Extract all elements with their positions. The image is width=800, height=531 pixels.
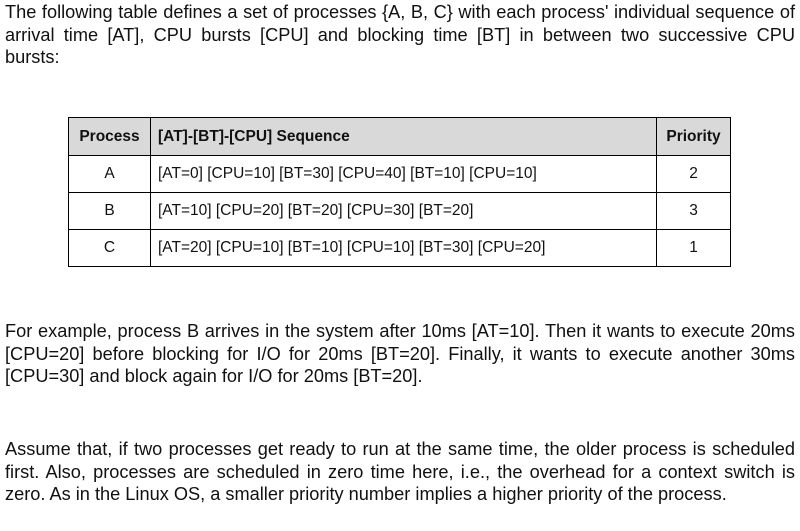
cell-priority: 2: [657, 156, 731, 193]
cell-sequence: [AT=0] [CPU=10] [BT=30] [CPU=40] [BT=10] [CPU=10]: [151, 156, 657, 193]
header-priority: Priority: [657, 118, 731, 156]
cell-priority: 3: [657, 193, 731, 230]
cell-sequence: [AT=20] [CPU=10] [BT=10] [CPU=10] [BT=30] [CPU=20]: [151, 230, 657, 267]
process-table: [68, 117, 731, 267]
cell-process: A: [69, 156, 151, 193]
example-paragraph: For example, process B arrives in the system after 10ms [AT=10]. Then it wants to execute 20ms [CPU=20] before blocking for I/O for 20ms [BT=20]. Finally, it wants to execute another 30ms [CPU=30] and block again for I/O for 20ms [BT=20].: [5, 321, 795, 386]
header-process: Process: [69, 118, 151, 156]
table-row: [69, 156, 731, 193]
intro-paragraph: The following table defines a set of processes {A, B, C} with each process' individual sequence of arrival time [AT], CPU bursts [CPU] and blocking time [BT] in between two successive CPU bursts:: [5, 2, 795, 67]
table-header: [69, 118, 731, 156]
assumption-paragraph: Assume that, if two processes get ready to run at the same time, the older process is scheduled first. Also, processes are scheduled in zero time here, i.e., the overhead for a context switch is zero. As in the Linux OS, a smaller priority number implies a higher priority of the process.: [5, 439, 795, 504]
table-row: [69, 230, 731, 267]
cell-priority: 1: [657, 230, 731, 267]
header-sequence: [AT]-[BT]-[CPU] Sequence: [151, 118, 657, 156]
cell-process: B: [69, 193, 151, 230]
table-header-row: [69, 118, 731, 156]
cell-process: C: [69, 230, 151, 267]
cell-sequence: [AT=10] [CPU=20] [BT=20] [CPU=30] [BT=20]: [151, 193, 657, 230]
table-row: [69, 193, 731, 230]
table-body: [69, 156, 731, 267]
process-table-container: [68, 117, 730, 267]
